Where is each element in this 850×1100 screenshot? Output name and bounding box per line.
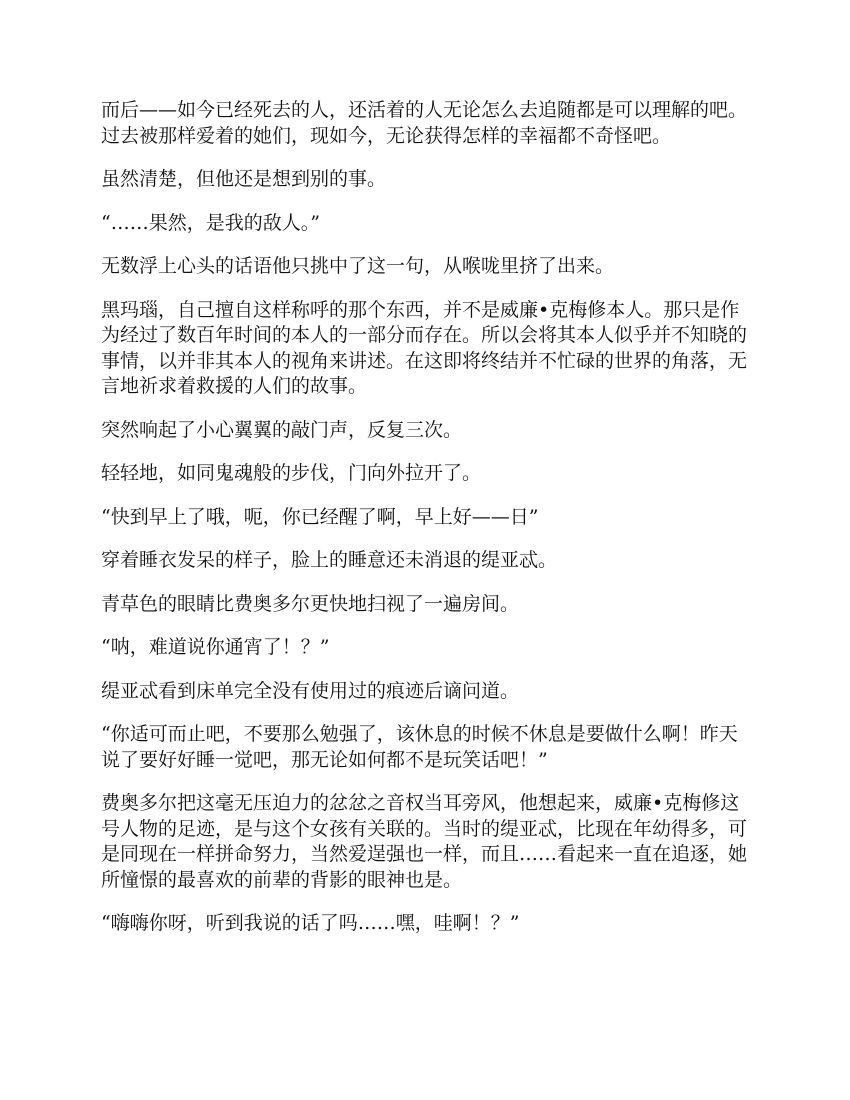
paragraph-12: 缇亚忒看到床单完全没有使用过的痕迹后谪问道。 — [101, 679, 520, 702]
paragraph-11: “呐，难道说你通宵了！？” — [101, 636, 330, 658]
paragraph-4: 无数浮上心头的话语他只挑中了这一句，从喉咙里挤了出来。 — [101, 255, 615, 277]
paragraph-14: 费奥多尔把这毫无压迫力的忿忿之音权当耳旁风，他想起来，威廉•克梅修这号人物的足迹，是与这个女孩有关联的。当时的缇亚忒，比现在年幼得多，可是同现在一样拼命努力，当然爱逞强也一样，而且……看起来一直在追逐，她所憧憬的最喜欢的前辈的背影的眼神也是。 — [101, 792, 748, 891]
paragraph-6: 突然响起了小心翼翼的敲门声，反复三次。 — [101, 418, 463, 441]
paragraph-9: 穿着睡衣发呆的样子，脸上的睡意还未消退的缇亚忒。 — [101, 549, 558, 571]
paragraph-10: 青草色的眼睛比费奥多尔更快地扫视了一遍房间。 — [101, 592, 520, 615]
paragraph-1: 而后——如今已经死去的人，还活着的人无论怎么去追随都是可以理解的吧。过去被那样爱着的她们，现如今，无论获得怎样的幸福都不奇怪吧。 — [101, 99, 748, 147]
paragraph-8: “快到早上了哦，呃，你已经醒了啊，早上好——日” — [101, 505, 539, 528]
document-page — [101, 98, 753, 955]
paragraph-2: 虽然清楚，但他还是想到别的事。 — [101, 168, 387, 190]
paragraph-15: “嗨嗨你呀，听到我说的话了吗……嘿，哇啊！？” — [101, 912, 520, 934]
paragraph-5: 黑玛瑙，自己擅自这样称呼的那个东西，并不是威廉•克梅修本人。那只是作为经过了数百年时间的本人的一部分而存在。所以会将其本人似乎并不知晓的事情，以并非其本人的视角来讲述。在这即将终结并不忙碌的世界的角落，无言地祈求着救援的人们的故事。 — [101, 298, 748, 397]
paragraph-7: 轻轻地，如同鬼魂般的步伐，门向外拉开了。 — [101, 462, 482, 484]
paragraph-13: “你适可而止吧，不要那么勉强了，该休息的时候不休息是要做什么啊！昨天说了要好好睡一觉吧，那无论如何都不是玩笑话吧！” — [101, 723, 738, 771]
paragraph-3: “……果然，是我的敌人。” — [101, 211, 320, 234]
